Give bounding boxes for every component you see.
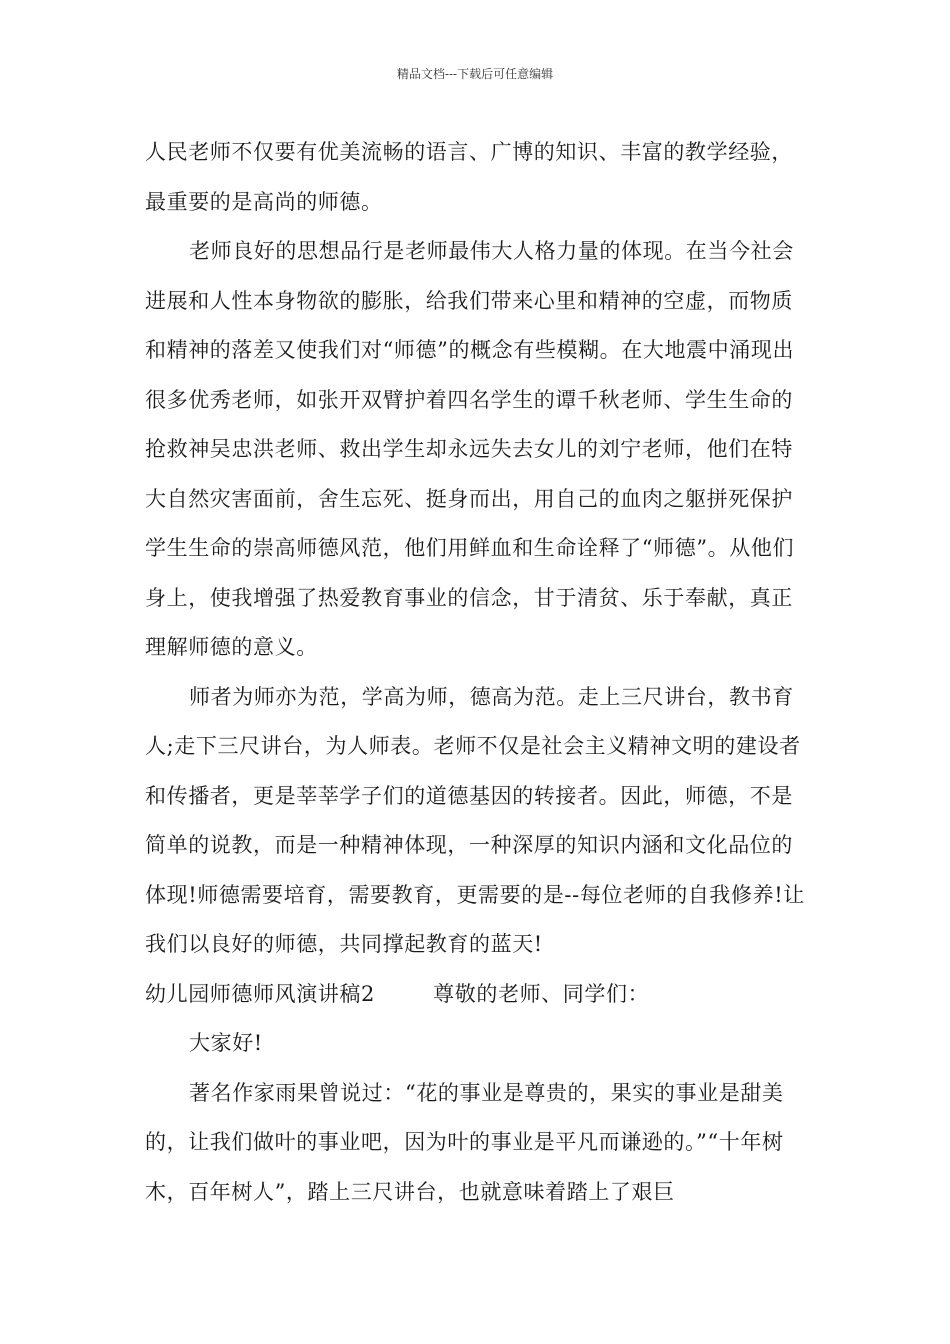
speech-title: 幼儿园师德师风演讲稿2 — [145, 981, 375, 1006]
paragraph-4: 大家好! — [189, 1031, 263, 1055]
paragraph-2: 老师良好的思想品行是老师最伟大人格力量的体现。在当今社会进展和人性本身物欲的膨胀，给我们带来心里和精神的空虚，而物质和精神的落差又使我们对“师德”的概念有些模糊。在大地震中涌现出很多优秀老师，如张开双臂护着四名学生的谭千秋老师、学生生命的抢救神吴忠洪老师、救出学生却永远失去女儿的刘宁老师，他们在特大自然灾害面前，舍生忘死、挺身而出，用自己的血肉之躯拼死保护学生生命的崇高师德风范，他们用鲜血和生命诠释了“师德”。从他们身上，使我增强了热爱教育事业的信念，甘于清贫、乐于奉献，真正理解师德的意义。 — [145, 239, 795, 659]
paragraph-5: 著名作家雨果曾说过：“花的事业是尊贵的，果实的事业是甜美的，让我们做叶的事业吧，因为叶的事业是平凡而谦逊的。”“十年树木，百年树人”，踏上三尺讲台，也就意味着踏上了艰巨 — [145, 1080, 784, 1204]
heading-gap — [375, 982, 433, 1006]
speech-heading — [145, 970, 810, 1020]
document-body — [145, 128, 810, 1217]
speech-greeting: 尊敬的老师、同学们： — [433, 981, 650, 1006]
paragraph-3: 师者为师亦为范，学高为师，德高为范。走上三尺讲台，教书育人;走下三尺讲台，为人师表。老师不仅是社会主义精神文明的建设者和传播者，更是莘莘学子们的道德基因的转接者。因此，师德，不是简单的说教，而是一种精神体现，一种深厚的知识内涵和文化品位的体现!师德需要培育，需要教育，更需要的是--每位老师的自我修养!让我们以良好的师德，共同撑起教育的蓝天! — [145, 684, 805, 956]
paragraph-1: 人民老师不仅要有优美流畅的语言、广博的知识、丰富的教学经验，最重要的是高尚的师德。 — [145, 140, 793, 214]
page-header: 精品文档---下载后可任意编辑 — [396, 67, 554, 81]
